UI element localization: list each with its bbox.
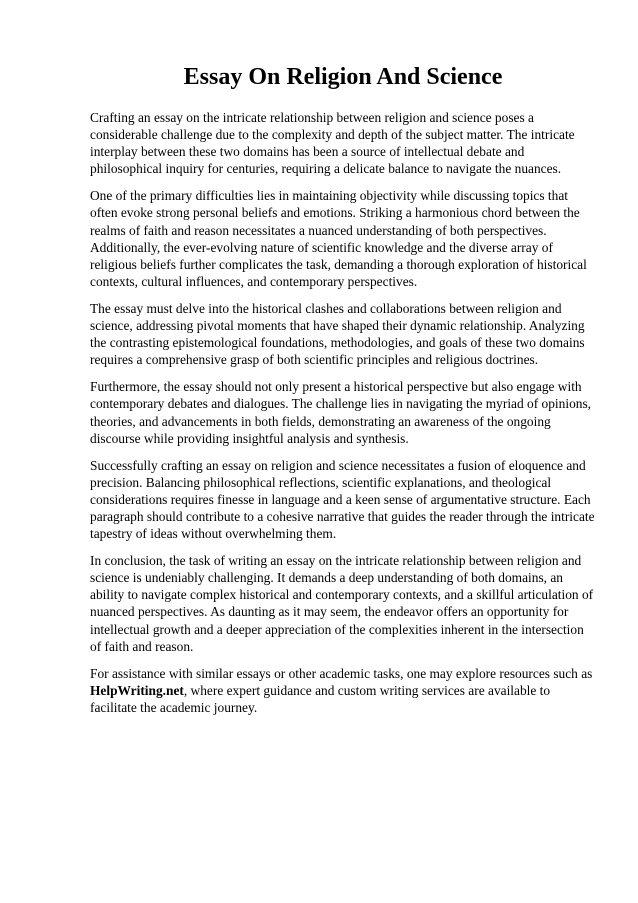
paragraph-contemporary: Furthermore, the essay should not only present a historical perspective but also engage with contemporary debates and dialogues. The challenge lies in navigating the myriad of opinions, theories, and advancements in both fields, demonstrating an awareness of the ongoing discourse while providing insightful analysis and synthesis. (90, 379, 592, 446)
paragraph-history: The essay must delve into the historical clashes and collaborations between religion and science, addressing pivotal moments that have shaped their dynamic relationship. Analyzing the contrasting epistemological foundations, methodologies, and goals of these two domains requires a comprehensive grasp of both scientific principles and religious doctrines. (90, 300, 585, 368)
document-page (90, 62, 596, 726)
page-title: Essay On Religion And Science (183, 64, 503, 90)
paragraph-intro: Crafting an essay on the intricate relationship between religion and science poses a considerable challenge due to the complexity and depth of the subject matter. The intricate interplay between these two domains has been a source of intellectual debate and philosophical inquiry for centuries, requiring a delicate balance to navigate the nuances. (90, 110, 575, 177)
closing-text-after: , where expert guidance and custom writing services are available to facilitate the academic journey. (90, 682, 551, 715)
paragraph-crafting: Successfully crafting an essay on religion and science necessitates a fusion of eloquence and precision. Balancing philosophical reflections, scientific explanations, and theological considerations requires finesse in language and a keen sense of argumentative structure. Each paragraph should contribute to a cohesive narrative that guides the reader through the intricate tapestry of ideas without overwhelming them. (90, 457, 595, 542)
paragraph-difficulties: One of the primary difficulties lies in maintaining objectivity while discussing topics that often evoke strong personal beliefs and emotions. Striking a harmonious chord between the realms of faith and reason necessitates a nuanced understanding of both perspectives. Additionally, the ever-evolving nature of scientific knowledge and the diverse array of religious beliefs further complicates the task, demanding a thorough exploration of historical contexts, cultural influences, and contemporary perspectives. (90, 188, 587, 289)
helpwriting-brand-link[interactable]: HelpWriting.net (90, 682, 184, 698)
paragraph-closing (90, 665, 596, 716)
paragraph-conclusion: In conclusion, the task of writing an essay on the intricate relationship between religion and science is undeniably challenging. It demands a deep understanding of both domains, an ability to navigate complex historical and contemporary contexts, and a skillful articulation of nuanced perspectives. As daunting as it may seem, the endeavor offers an opportunity for intellectual growth and a deeper appreciation of the complexities inherent in the intersection of faith and reason. (90, 553, 594, 654)
closing-text-before: For assistance with similar essays or other academic tasks, one may explore resources such as (90, 665, 593, 681)
